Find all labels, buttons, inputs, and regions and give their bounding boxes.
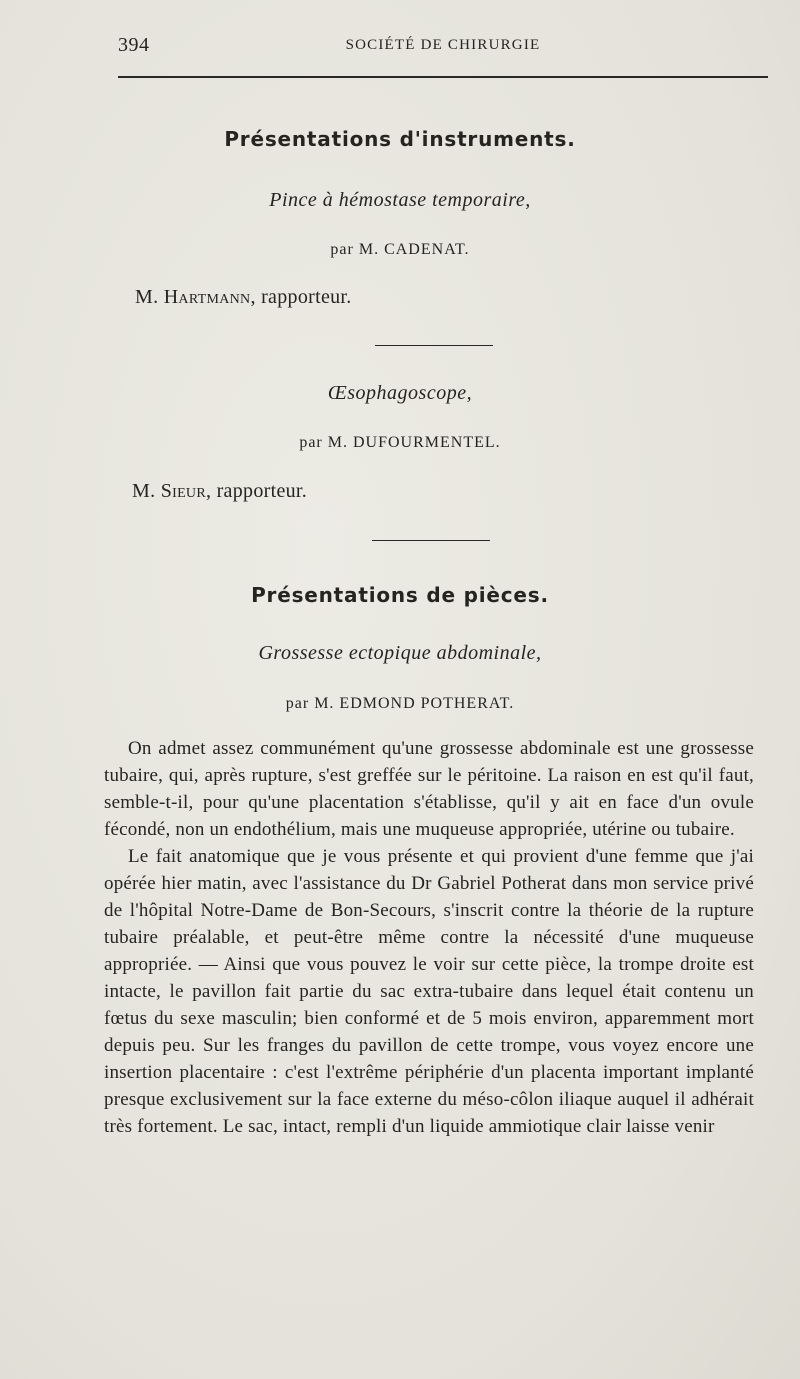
- page-header: [118, 34, 768, 58]
- item-title-oesophagoscope: Œsophagoscope,: [327, 382, 473, 404]
- rapporteur-name: Hartmann: [163, 286, 251, 308]
- paragraph: On admet assez communément qu'une grossesse abdominale est une grossesse tubaire, qui, après rupture, s'est greffée sur le péritoine. La raison en est qu'il faut, semble-t-il, pour qu'une placentation s'établisse, qu'il y ait en face d'un ovule fécondé, non un endothélium, mais une muqueuse appropriée, utérine ou tubaire.: [104, 738, 754, 840]
- separator-rule: [372, 540, 490, 541]
- author-dufourmentel: par M. DUFOURMENTEL.: [299, 434, 501, 451]
- separator-rule: [375, 345, 493, 346]
- body-text: [104, 735, 754, 1140]
- item-title-pince: Pince à hémostase temporaire,: [269, 189, 531, 211]
- page-number: 394: [118, 34, 150, 56]
- rapporteur-hartmann: [135, 286, 352, 309]
- rapporteur-suffix: , rapporteur.: [250, 286, 352, 308]
- rapporteur-sieur: [132, 480, 307, 503]
- author-potherat: par M. EDMOND POTHERAT.: [285, 695, 515, 712]
- item-title-grossesse: Grossesse ectopique abdominale,: [258, 642, 542, 664]
- paragraph: Le fait anatomique que je vous présente et qui provient d'une femme que j'ai opérée hier matin, avec l'assistance du Dr Gabriel Potherat dans mon service privé de l'hôpital Notre-Dame de Bon-Secours, s'inscrit contre la théorie de la rupture tubaire préalable, et peut-être même contre la nécessité d'une muqueuse appropriée. — Ainsi que vous pouvez le voir sur cette pièce, la trompe droite est intacte, le pavillon fait partie du sac extra-tubaire dans lequel était contenu un fœtus du sexe masculin; bien conformé et de 5 mois environ, apparemment mort depuis peu. Sur les franges du pavillon de cette trompe, vous voyez encore une insertion placentaire : c'est l'extrême périphérie d'un placenta important implanté presque exclusivement sur la face externe du méso-côlon iliaque auquel il adhérait très fortement. Le sac, intact, rempli d'un liquide ammiotique clair laisse venir: [104, 846, 754, 1137]
- section-title-instruments: Présentations d'instruments.: [224, 127, 576, 151]
- header-rule: [118, 76, 768, 78]
- section-title-pieces: Présentations de pièces.: [251, 583, 549, 607]
- running-head: SOCIÉTÉ DE CHIRURGIE: [345, 37, 541, 53]
- author-cadenat: par M. CADENAT.: [330, 241, 470, 258]
- rapporteur-prefix: M.: [132, 480, 161, 502]
- rapporteur-prefix: M.: [135, 286, 164, 308]
- rapporteur-name: Sieur: [160, 480, 206, 502]
- rapporteur-suffix: , rapporteur.: [205, 480, 308, 502]
